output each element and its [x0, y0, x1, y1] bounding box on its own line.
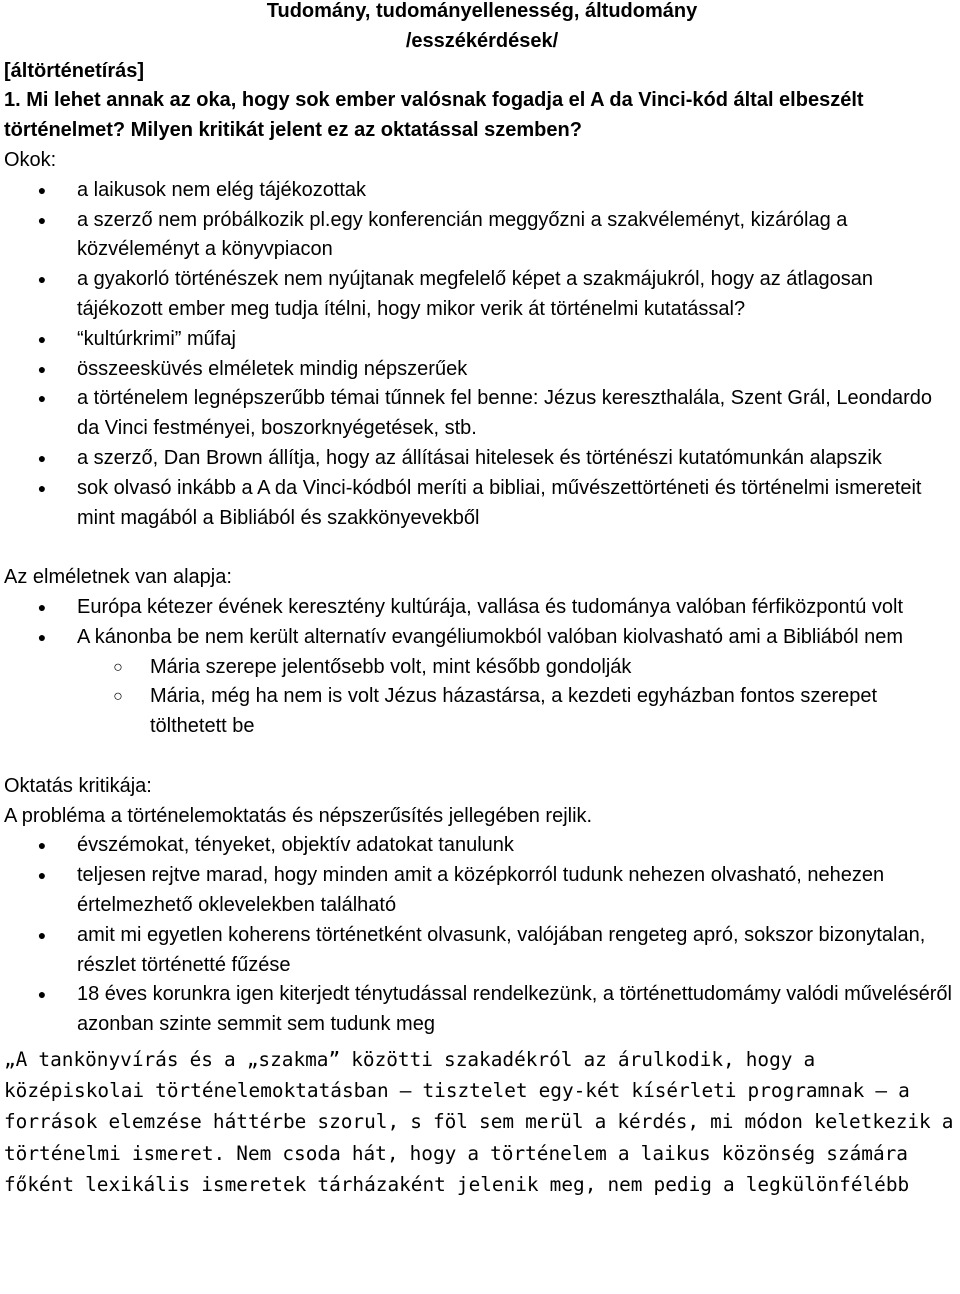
list-item: [0, 831, 960, 861]
list-item: [0, 206, 960, 266]
spacer: [0, 533, 960, 563]
list-item-text: 18 éves korunkra igen kiterjedt ténytudással rendelkezünk, a történettudomámy valódi műveléséről azonban szinte semmit sem tudunk meg: [77, 983, 952, 1036]
document-subtitle: /esszékérdések/: [405, 29, 559, 52]
circle-bullet-icon: ○: [113, 688, 123, 706]
sub-list-item: [0, 653, 960, 683]
alapja-heading: Az elméletnek van alapja:: [4, 566, 232, 589]
list-item-text: a történelem legnépszerűbb témai tűnnek fel benne: Jézus kereszthalála, Szent Grál, Leondardo da Vinci festményei, boszorknyégetések, stb.: [77, 387, 932, 440]
list-item: [0, 861, 960, 921]
list-item-text: összeesküvés elméletek mindig népszerűek: [77, 357, 468, 380]
bullet-icon: ●: [37, 271, 47, 288]
bullet-icon: ●: [37, 360, 47, 377]
list-item-text: sok olvasó inkább a A da Vinci-kódból meríti a bibliai, művészettörténeti és történelmi ismereteit mint magából a Bibliából és szakkönyevekből: [77, 476, 922, 529]
list-item-text: a laikusok nem elég tájékozottak: [77, 178, 367, 201]
question-text: 1. Mi lehet annak az oka, hogy sok ember valósnak fogadja el A da Vinci-kód által elbeszélt történelmet? Milyen kritikát jelent ez az oktatással szemben?: [4, 89, 864, 142]
alapja-list: [0, 593, 960, 653]
bullet-icon: ●: [37, 211, 47, 228]
list-item: [0, 623, 960, 653]
bullet-icon: ●: [37, 986, 47, 1003]
bullet-icon: ●: [37, 598, 47, 615]
spacer: [0, 742, 960, 772]
list-item-text: A kánonba be nem került alternatív evangéliumokból valóban kiolvasható ami a Bibliából nem: [77, 625, 904, 648]
kritika-intro: A probléma a történelemoktatás és népszerűsítés jellegében rejlik.: [4, 804, 593, 827]
bullet-icon: ●: [37, 330, 47, 347]
document-title: Tudomány, tudományellenesség, áltudomány: [266, 0, 698, 22]
quote-text: „A tankönyvírás és a „szakma” közötti szakadékról az árulkodik, hogy a középiskolai történelemoktatásban – tisztelet egy-két kísérleti programnak – a források elemzése háttérbe szorul, s föl sem merül a kérdés, mi módon keletkezik a történelmi ismeret. Nem csoda hát, hogy a történelem a laikus közönség számára főként lexikális ismeretek tárházaként jelenik meg, nem pedig a legkülönfélébb: [4, 1047, 954, 1197]
list-item: [0, 355, 960, 385]
bullet-icon: ●: [37, 181, 47, 198]
list-item: [0, 325, 960, 355]
kritika-heading: Oktatás kritikája:: [4, 774, 152, 797]
list-item-text: Európa kétezer évének keresztény kultúrája, vallása és tudománya valóban férfiközpontú volt: [77, 595, 904, 618]
list-item-text: évszémokat, tényeket, objektív adatokat tanulunk: [77, 834, 514, 857]
list-item-text: a szerző, Dan Brown állítja, hogy az állításai hitelesek és történészi kutatómunkán alapszik: [77, 446, 882, 469]
list-item-text: Mária, még ha nem is volt Jézus házastársa, a kezdeti egyházban fontos szerepet tölthetett be: [150, 685, 878, 738]
list-item: [0, 444, 960, 474]
list-item: [0, 593, 960, 623]
okok-heading: Okok:: [4, 148, 57, 171]
list-item: [0, 176, 960, 206]
sub-list-item: [0, 682, 960, 742]
bullet-icon: ●: [37, 926, 47, 943]
bullet-icon: ●: [37, 390, 47, 407]
bullet-icon: ●: [37, 837, 47, 854]
list-item-text: a szerző nem próbálkozik pl.egy konferencián meggyőzni a szakvéleményt, kizárólag a közvéleményt a könyvpiacon: [77, 208, 848, 261]
bullet-icon: ●: [37, 867, 47, 884]
list-item: [0, 980, 960, 1040]
list-item: [0, 265, 960, 325]
bullet-icon: ●: [37, 449, 47, 466]
bullet-icon: ●: [37, 479, 47, 496]
list-item-text: Mária szerepe jelentősebb volt, mint később gondolják: [150, 655, 632, 678]
list-item-text: amit mi egyetlen koherens történetként olvasunk, valójában rengeteg apró, sokszor bizonytalan, részlet történetté fűzése: [77, 923, 926, 976]
list-item: [0, 384, 960, 444]
list-item: [0, 474, 960, 534]
list-item-text: teljesen rejtve marad, hogy minden amit a középkorról tudunk nehezen olvasható, nehezen értelmezhető oklevelekben található: [77, 864, 885, 916]
bullet-icon: ●: [37, 628, 47, 645]
okok-list: [0, 176, 960, 534]
kritika-list: [0, 831, 960, 1040]
list-item-text: “kultúrkrimi” műfaj: [77, 327, 236, 350]
circle-bullet-icon: ○: [113, 658, 123, 676]
section-tag: [áltörténetírás]: [4, 59, 145, 82]
list-item: [0, 921, 960, 981]
alapja-sublist: [0, 653, 960, 742]
list-item-text: a gyakorló történészek nem nyújtanak megfelelő képet a szakmájukról, hogy az átlagosan tájékozott ember meg tudja ítélni, hogy mikor verik át történelmi kutatással?: [77, 268, 874, 320]
